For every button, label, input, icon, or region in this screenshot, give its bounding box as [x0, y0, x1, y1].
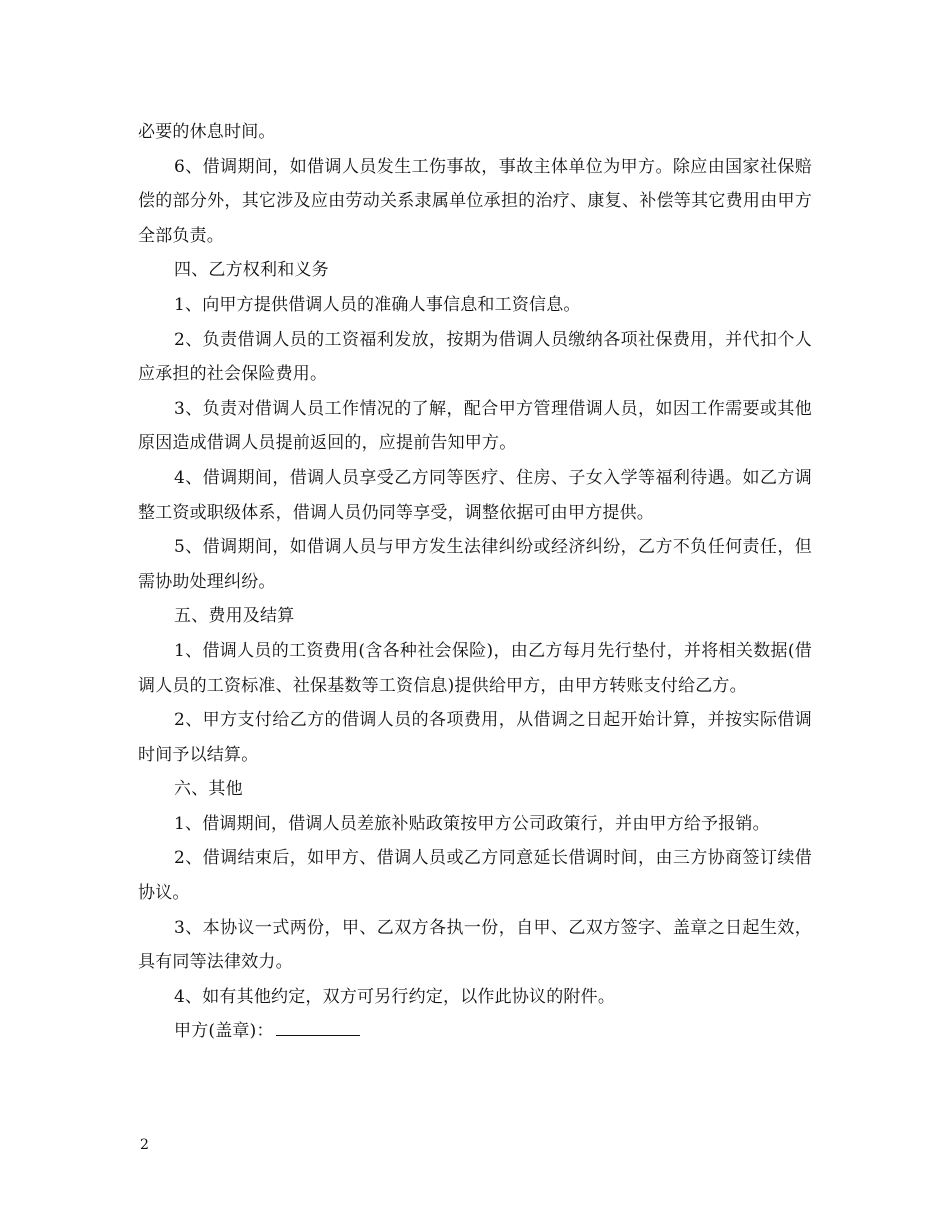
- signature-row: [138, 1014, 812, 1049]
- paragraph: 4、如有其他约定，双方可另行约定，以作此协议的附件。: [174, 986, 616, 1007]
- paragraph: 4、借调期间，借调人员享受乙方同等医疗、住房、子女入学等福利待遇。如乙方调整工资或职级体系，借调人员仍同等享受，调整依据可由甲方提供。: [138, 467, 812, 523]
- paragraph: 3、本协议一式两份，甲、乙双方各执一份，自甲、乙双方签字、盖章之日起生效，具有同等法律效力。: [138, 917, 812, 973]
- section-heading: 四、乙方权利和义务: [174, 260, 329, 281]
- paragraph: 2、甲方支付给乙方的借调人员的各项费用，从借调之日起开始计算，并按实际借调时间予以结算。: [138, 710, 812, 765]
- paragraph: 1、向甲方提供借调人员的准确人事信息和工资信息。: [174, 294, 581, 315]
- section-heading: 五、费用及结算: [174, 606, 295, 627]
- document-body: [138, 115, 812, 1049]
- paragraph: 1、借调人员的工资费用(含各种社会保险)，由乙方每月先行垫付，并将相关数据(借调人员的工资标准、社保基数等工资信息)提供给甲方，由甲方转账支付给乙方。: [138, 640, 812, 696]
- page-number: 2: [140, 1137, 149, 1153]
- signature-blank-line: [276, 1017, 360, 1036]
- paragraph: 6、借调期间，如借调人员发生工伤事故，事故主体单位为甲方。除应由国家社保赔偿的部分外，其它涉及应由劳动关系隶属单位承担的治疗、康复、补偿等其它费用由甲方全部负责。: [138, 156, 812, 246]
- signature-label: 甲方(盖章)：: [174, 1021, 274, 1042]
- paragraph: 必要的休息时间。: [138, 122, 276, 142]
- section-heading: 六、其他: [174, 779, 243, 800]
- paragraph: 1、借调期间，借调人员差旅补贴政策按甲方公司政策行，并由甲方给予报销。: [174, 813, 770, 834]
- paragraph: 2、借调结束后，如甲方、借调人员或乙方同意延长借调时间，由三方协商签订续借协议。: [138, 848, 812, 904]
- paragraph: 3、负责对借调人员工作情况的了解，配合甲方管理借调人员，如因工作需要或其他原因造成借调人员提前返回的，应提前告知甲方。: [138, 398, 812, 454]
- paragraph: 5、借调期间，如借调人员与甲方发生法律纠纷或经济纠纷，乙方不负任何责任，但需协助处理纠纷。: [138, 537, 812, 592]
- paragraph: 2、负责借调人员的工资福利发放，按期为借调人员缴纳各项社保费用，并代扣个人应承担的社会保险费用。: [138, 329, 812, 385]
